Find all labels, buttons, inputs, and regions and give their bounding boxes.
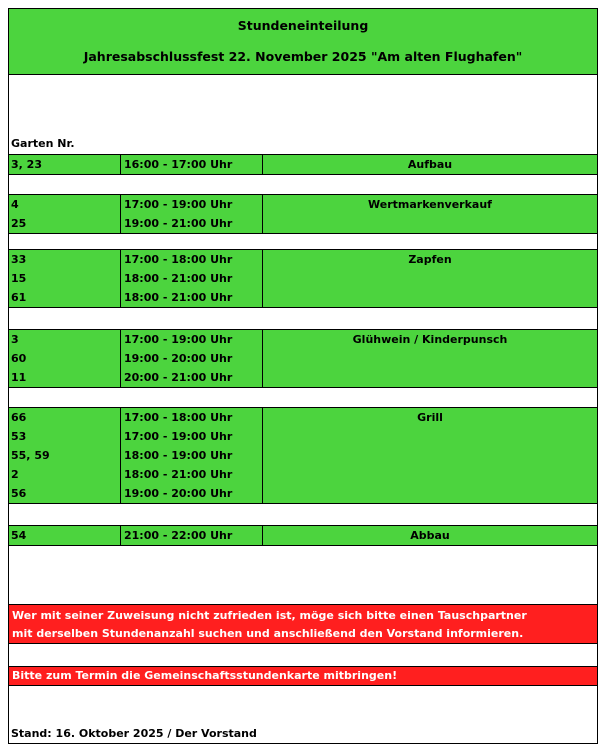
- garden-column: [11, 250, 119, 307]
- time-slot: 17:00 - 18:00 Uhr: [124, 411, 233, 424]
- garden-number: 55, 59: [11, 449, 50, 462]
- time-slot: 19:00 - 20:00 Uhr: [124, 487, 233, 500]
- garden-number: 3: [11, 333, 19, 346]
- garden-number: 60: [11, 352, 27, 365]
- garden-number: 66: [11, 411, 27, 424]
- task-column: [263, 155, 597, 174]
- task-label: Abbau: [410, 529, 450, 542]
- task-label: Aufbau: [407, 158, 453, 171]
- task-label: Wertmarkenverkauf: [368, 198, 492, 211]
- garden-column: [11, 155, 119, 174]
- notice-line-1: Wer mit seiner Zuweisung nicht zufrieden ist, möge sich bitte einen Tauschpartner: [12, 609, 527, 622]
- task-column: [263, 195, 597, 233]
- garden-column: [11, 526, 119, 545]
- reminder-banner: [9, 666, 597, 686]
- time-column: [120, 408, 263, 503]
- garden-number: 3, 23: [11, 158, 42, 171]
- time-slot: 17:00 - 19:00 Uhr: [124, 198, 233, 211]
- task-label: Glühwein / Kinderpunsch: [352, 333, 508, 346]
- time-slot: 19:00 - 20:00 Uhr: [124, 352, 233, 365]
- garden-number: 56: [11, 487, 27, 500]
- schedule-group: [9, 194, 597, 234]
- header-banner: [9, 9, 597, 75]
- time-column: [120, 250, 263, 307]
- garden-number: 53: [11, 430, 27, 443]
- task-column: [263, 250, 597, 307]
- schedule-group: [9, 329, 597, 388]
- garden-number: 4: [11, 198, 19, 211]
- task-column: [263, 408, 597, 503]
- time-slot: 17:00 - 19:00 Uhr: [124, 430, 233, 443]
- garden-number: 33: [11, 253, 27, 266]
- schedule-group: [9, 407, 597, 504]
- time-slot: 16:00 - 17:00 Uhr: [124, 158, 233, 171]
- garden-column: [11, 408, 119, 503]
- time-slot: 18:00 - 21:00 Uhr: [124, 272, 233, 285]
- garden-number: 15: [11, 272, 27, 285]
- garden-number: 11: [11, 371, 27, 384]
- column-label-garden: Garten Nr.: [11, 137, 75, 150]
- task-column: [263, 526, 597, 545]
- time-slot: 20:00 - 21:00 Uhr: [124, 371, 233, 384]
- task-column: [263, 330, 597, 387]
- garden-number: 2: [11, 468, 19, 481]
- schedule-group: [9, 249, 597, 308]
- schedule-sheet: [8, 8, 598, 744]
- garden-number: 54: [11, 529, 27, 542]
- time-slot: 18:00 - 21:00 Uhr: [124, 468, 233, 481]
- schedule-group: [9, 525, 597, 546]
- garden-number: 61: [11, 291, 27, 304]
- page-subtitle: Jahresabschlussfest 22. November 2025 "Am alten Flughafen": [83, 49, 523, 64]
- time-slot: 21:00 - 22:00 Uhr: [124, 529, 233, 542]
- garden-column: [11, 330, 119, 387]
- time-column: [120, 330, 263, 387]
- notice-line-2: mit derselben Stundenanzahl suchen und anschließend den Vorstand informieren.: [12, 627, 524, 640]
- time-slot: 17:00 - 19:00 Uhr: [124, 333, 233, 346]
- time-slot: 17:00 - 18:00 Uhr: [124, 253, 233, 266]
- garden-column: [11, 195, 119, 233]
- task-label: Grill: [417, 411, 443, 424]
- time-column: [120, 155, 263, 174]
- time-slot: 18:00 - 21:00 Uhr: [124, 291, 233, 304]
- notice-banner: [9, 604, 597, 644]
- time-slot: 18:00 - 19:00 Uhr: [124, 449, 233, 462]
- page-title: Stundeneinteilung: [237, 18, 369, 33]
- schedule-group: [9, 154, 597, 175]
- time-column: [120, 526, 263, 545]
- reminder-text: Bitte zum Termin die Gemeinschaftsstundenkarte mitbringen!: [12, 669, 398, 682]
- time-slot: 19:00 - 21:00 Uhr: [124, 217, 233, 230]
- time-column: [120, 195, 263, 233]
- footer-stand: Stand: 16. Oktober 2025 / Der Vorstand: [11, 727, 257, 740]
- garden-number: 25: [11, 217, 27, 230]
- task-label: Zapfen: [408, 253, 452, 266]
